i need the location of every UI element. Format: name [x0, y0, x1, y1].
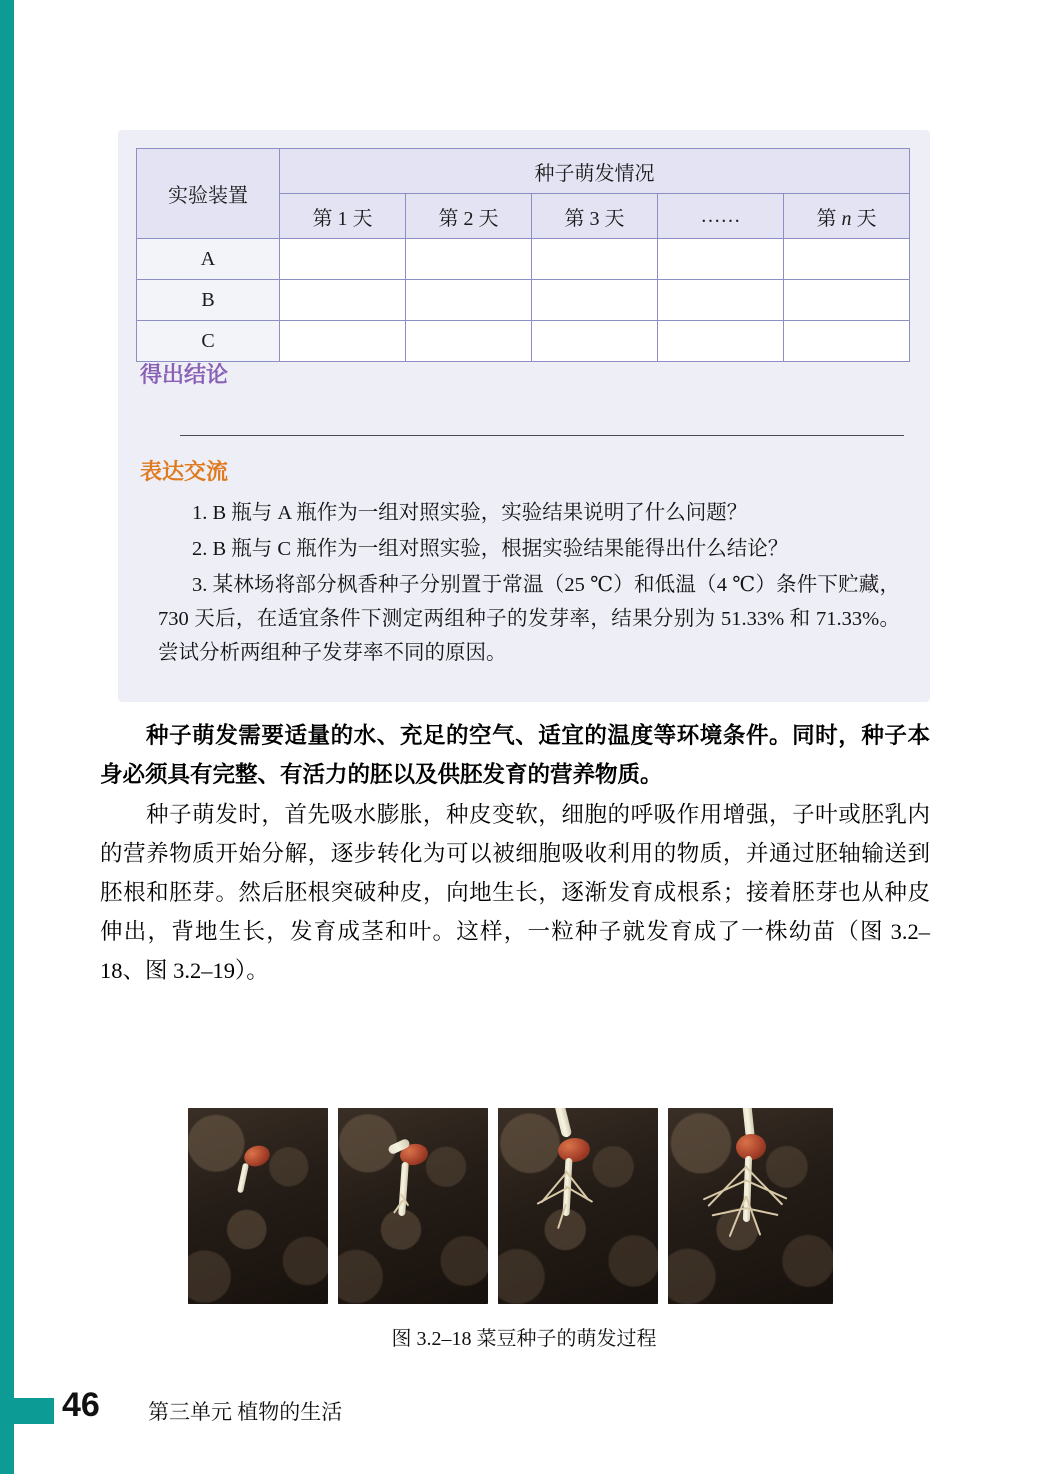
- conclusion-heading: 得出结论: [140, 362, 229, 387]
- cell-b-3[interactable]: [532, 280, 658, 321]
- cell-a-4[interactable]: [658, 239, 784, 280]
- photo-stage-3: [498, 1108, 658, 1304]
- body-paragraph-bold-wrapper: [100, 716, 930, 794]
- table-row: [137, 280, 910, 321]
- cell-c-2[interactable]: [406, 321, 532, 362]
- photo-stage-2: [338, 1108, 488, 1304]
- question-list: [158, 496, 900, 672]
- page-edge-bar: [0, 0, 14, 1474]
- cell-c-5[interactable]: [784, 321, 910, 362]
- body-paragraph: 种子萌发时，首先吸水膨胀，种皮变软，细胞的呼吸作用增强，子叶或胚乳内的营养物质开始分解，逐步转化为可以被细胞吸收利用的物质，并通过胚轴输送到胚根和胚芽。然后胚根突破种皮，向地生长，逐渐发育成根系；接着胚芽也从种皮伸出，背地生长，发育成茎和叶。这样，一粒种子就发育成了一株幼苗（图 3.2–18、图 3.2–19）。: [100, 802, 930, 983]
- experiment-table: [136, 148, 910, 362]
- question-1: 1. B 瓶与 A 瓶作为一组对照实验，实验结果说明了什么问题？: [192, 502, 748, 524]
- cell-a-1[interactable]: [280, 239, 406, 280]
- row-label-b: B: [137, 280, 280, 321]
- page-number: 46: [62, 1386, 100, 1424]
- cell-b-2[interactable]: [406, 280, 532, 321]
- photo-stage-1: [188, 1108, 328, 1304]
- cell-b-5[interactable]: [784, 280, 910, 321]
- header-day-ellipsis: ……: [658, 194, 784, 239]
- table-row: [137, 321, 910, 362]
- activity-panel: [118, 130, 930, 702]
- footer-unit-label: 第三单元 植物的生活: [148, 1400, 343, 1424]
- experiment-table-wrapper: [136, 148, 910, 362]
- table-row: [137, 239, 910, 280]
- cell-b-4[interactable]: [658, 280, 784, 321]
- header-device: 实验装置: [137, 149, 280, 239]
- row-label-c: C: [137, 321, 280, 362]
- soil-background: [338, 1108, 488, 1304]
- body-paragraph-wrapper: [100, 795, 930, 990]
- figure-caption: 图 3.2–18 菜豆种子的萌发过程: [391, 1328, 657, 1350]
- exchange-heading: 表达交流: [140, 459, 229, 484]
- body-paragraph-bold: 种子萌发需要适量的水、充足的空气、适宜的温度等环境条件。同时，种子本身必须具有完整、有活力的胚以及供胚发育的营养物质。: [100, 723, 930, 787]
- cell-a-2[interactable]: [406, 239, 532, 280]
- header-day-3: 第 3 天: [532, 194, 658, 239]
- cell-c-3[interactable]: [532, 321, 658, 362]
- cell-b-1[interactable]: [280, 280, 406, 321]
- photo-stage-4: [668, 1108, 833, 1304]
- header-day-n: 第 n 天: [784, 194, 910, 239]
- cell-a-3[interactable]: [532, 239, 658, 280]
- row-label-a: A: [137, 239, 280, 280]
- question-3: 3. 某林场将部分枫香种子分别置于常温（25 ℃）和低温（4 ℃）条件下贮藏，730 天后，在适宜条件下测定两组种子的发芽率，结果分别为 51.33% 和 71.33%。尝试分析两组种子发芽率不同的原因。: [158, 574, 900, 664]
- figure-germination-photos: [188, 1108, 844, 1304]
- soil-background: [188, 1108, 328, 1304]
- cell-a-5[interactable]: [784, 239, 910, 280]
- header-day-2: 第 2 天: [406, 194, 532, 239]
- header-day-1: 第 1 天: [280, 194, 406, 239]
- cell-c-4[interactable]: [658, 321, 784, 362]
- cell-c-1[interactable]: [280, 321, 406, 362]
- table-header-row-1: [137, 149, 910, 194]
- section-divider: [180, 435, 904, 436]
- header-germination-group: 种子萌发情况: [280, 149, 910, 194]
- question-2: 2. B 瓶与 C 瓶作为一组对照实验，根据实验结果能得出什么结论？: [192, 538, 789, 560]
- footer-accent-tab: [14, 1398, 54, 1424]
